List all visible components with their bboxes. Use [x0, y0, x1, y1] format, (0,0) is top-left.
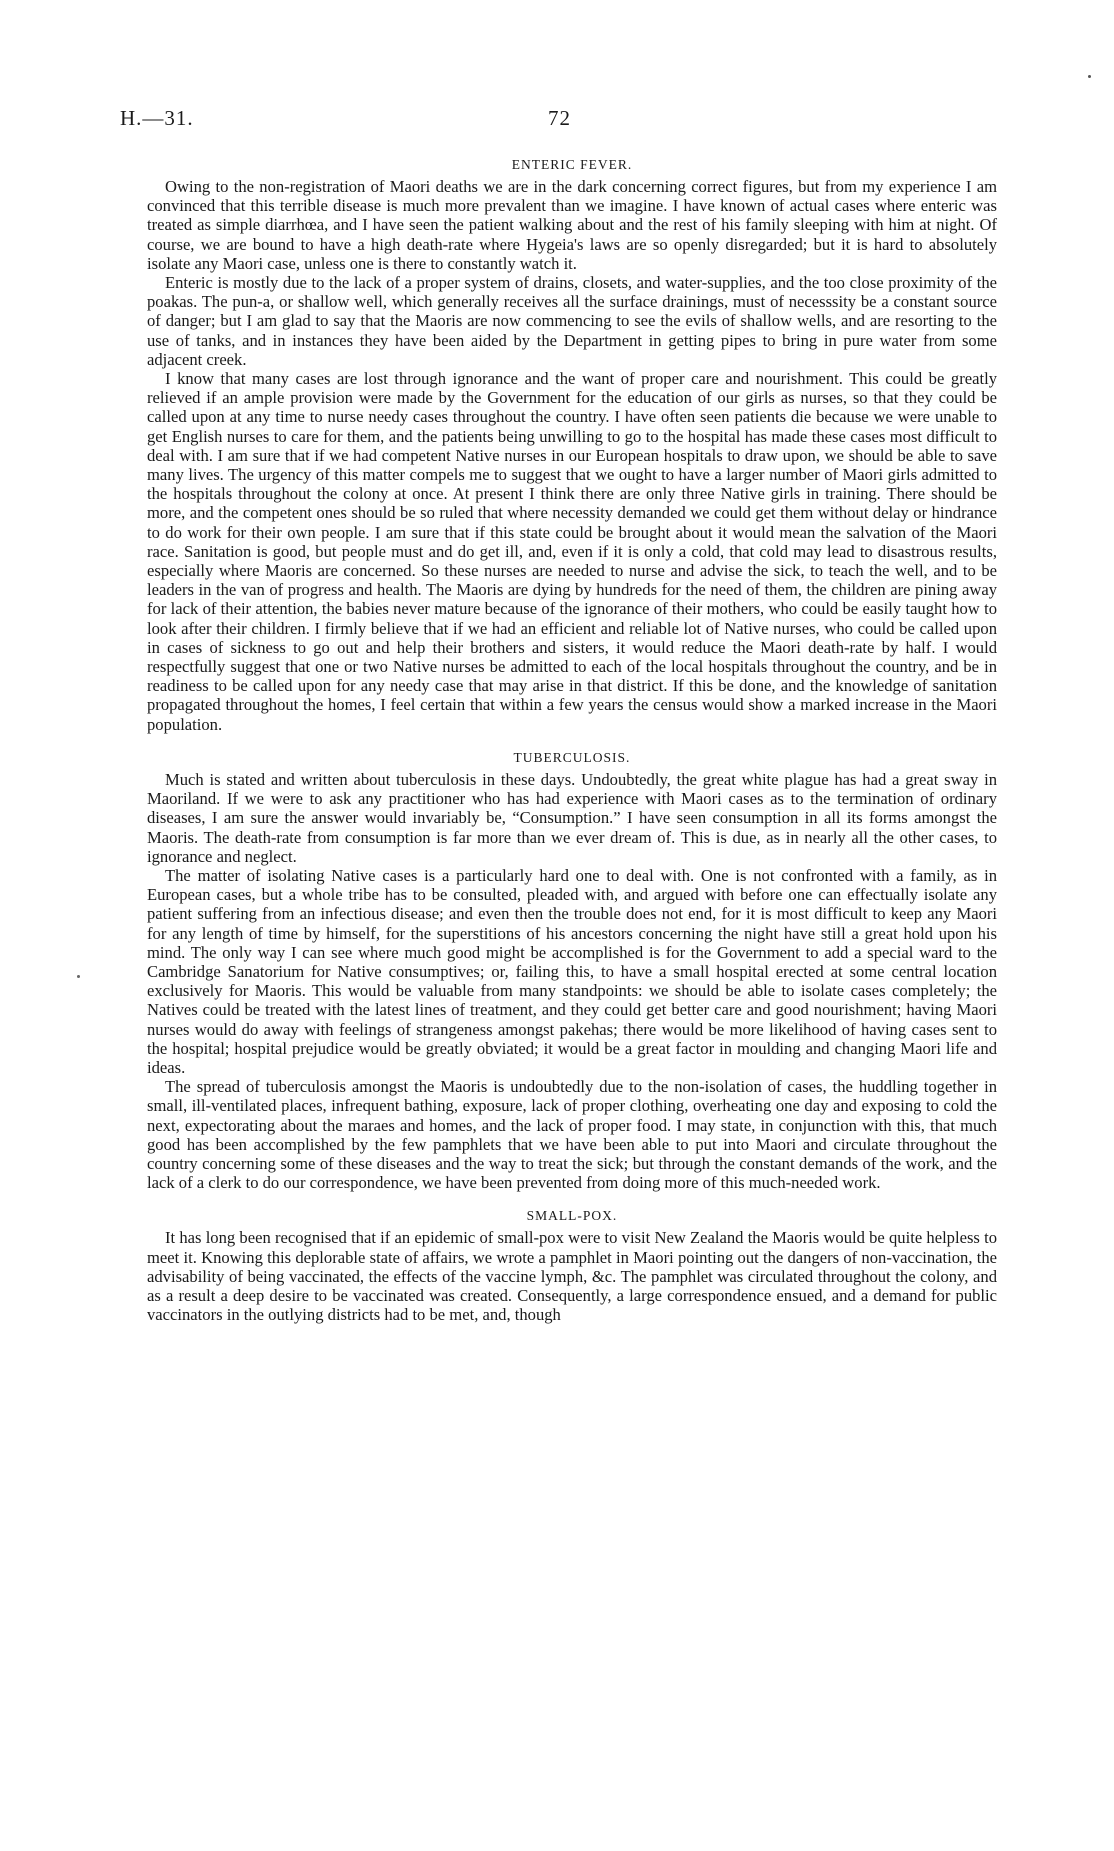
- paragraph: Enteric is mostly due to the lack of a proper system of drains, closets, and water-supplies, and the too close proximity of the poakas. The pun-a, or shallow well, which generally receives all the surface drainings, must of necesssity be a constant source of danger; but I am glad to say that the Maoris are now commencing to see the evils of shallow wells, and are resorting to the use of tanks, and in instances they have been aided by the Department in getting pipes to bring in pure water from some adjacent creek.: [147, 273, 997, 369]
- section-tuberculosis: [147, 748, 997, 1192]
- scan-speck: [77, 975, 80, 978]
- page-body: [147, 155, 997, 1324]
- page-number: 72: [548, 106, 571, 130]
- paragraph: The matter of isolating Native cases is a particularly hard one to deal with. One is not confronted with a family, as in European cases, but a whole tribe has to be consulted, pleaded with, and argued with before one can effectually isolate any patient suffering from an infectious disease; and even then the trouble does not end, for it is most difficult to keep any Maori for any length of time by himself, for the superstitions of his ancestors concerning the night have still a great hold upon his mind. The only way I can see where much good might be accomplished is for the Government to add a special ward to the Cambridge Sanatorium for Native consumptives; or, failing this, to have a small hospital erected at some central location exclusively for Maoris. This would be valuable from many standpoints: we should be able to isolate cases completely; the Natives could be treated with the latest lines of treatment, and they could get better care and good nourishment; having Maori nurses would do away with feelings of strangeness amongst pakehas; there would be more likelihood of having cases sent to the hospital; hospital prejudice would be greatly obviated; it would be a great factor in moulding and changing Maori life and ideas.: [147, 865, 997, 1077]
- scan-speck: [1088, 75, 1091, 78]
- page-header: [120, 106, 1000, 134]
- paragraph: Owing to the non-registration of Maori deaths we are in the dark concerning correct figures, but from my experience I am convinced that this terrible disease is much more prevalent than we imagine. I have known of actual cases where enteric was treated as simple diarrhœa, and I have seen the patient walking about and the rest of his family sleeping with him at night. Of course, we are bound to have a high death-rate where Hygeia's laws are so openly disregarded; but it is hard to absolutely isolate any Maori case, unless one is there to constantly watch it.: [147, 177, 997, 273]
- paragraph: Much is stated and written about tuberculosis in these days. Undoubtedly, the great white plague has had a great sway in Maoriland. If we were to ask any practitioner who has had experience with Maori cases as to the termination of ordinary diseases, I am sure the answer would invariably be, “Consumption.” I have seen consumption in all its forms amongst the Maoris. The death-rate from consumption is far more than we ever dream of. This is due, as in nearly all the other cases, to ignorance and neglect.: [147, 769, 997, 866]
- section-heading: TUBERCULOSIS.: [513, 749, 631, 765]
- paragraph: I know that many cases are lost through ignorance and the want of proper care and nourishment. This could be greatly relieved if an ample provision were made by the Government for the education of our girls as nurses, so that they could be called upon at any time to nurse needy cases throughout the country. I have often seen patients die because we were unable to get English nurses to care for them, and the patients being unwilling to go to the hospital has made these cases most difficult to deal with. I am sure that if we had competent Native nurses in our European hospitals to draw upon, we should be able to save many lives. The urgency of this matter compels me to suggest that we ought to have a larger number of Maori girls admitted to the hospitals throughout the colony at once. At present I think there are only three Native girls in training. There should be more, and the competent ones should be so ruled that where necessity demanded we could get them without delay or hindrance to do work for their own people. I am sure that if this state could be brought about it would mean the salvation of the Maori race. Sanitation is good, but people must and do get ill, and, even if it is only a cold, that cold may lead to disastrous results, especially where Maoris are concerned. So these nurses are needed to nurse and advise the sick, to teach the well, and to be leaders in the van of progress and health. The Maoris are dying by hundreds for the need of them, the children are pining away for lack of their attention, the babies never mature because of the ignorance of their mothers, who could be easily taught how to look after their children. I firmly believe that if we had an efficient and reliable lot of Native nurses, who could be called upon in cases of sickness to go out and help their brothers and sisters, it would reduce the Maori death-rate by half. I would respectfully suggest that one or two Native nurses be admitted to each of the local hospitals throughout the country, and be in readiness to be called upon for any needy case that may arise in that district. If this be done, and the knowledge of sanitation propagated throughout the homes, I feel certain that within a few years the census would show a marked increase in the Maori population.: [147, 369, 997, 734]
- paragraph: The spread of tuberculosis amongst the Maoris is undoubtedly due to the non-isolation of cases, the huddling together in small, ill-ventilated places, infrequent bathing, exposure, lack of proper clothing, overheating one day and exposing to cold the next, expectorating about the maraes and homes, and the lack of proper food. I may state, in conjunction with this, that much good has been accomplished by the few pamphlets that we have been able to put into Maori and circulate throughout the country concerning some of these diseases and the way to treat the sick; but through the constant demands of the work, and the lack of a clerk to do our correspondence, we have been prevented from doing more of this much-needed work.: [147, 1077, 997, 1193]
- paragraph: It has long been recognised that if an epidemic of small-pox were to visit New Zealand the Maoris would be quite helpless to meet it. Knowing this deplorable state of affairs, we wrote a pamphlet in Maori pointing out the dangers of non-vaccination, the advisability of being vaccinated, the effects of the vaccine lymph, &c. The pamphlet was circulated throughout the colony, and as a result a deep desire to be vaccinated was created. Consequently, a large correspondence ensued, and a demand for public vaccinators in the outlying districts had to be met, and, though: [147, 1228, 997, 1325]
- document-reference: H.—31.: [120, 106, 194, 130]
- section-small-pox: [147, 1206, 997, 1324]
- section-enteric-fever: [147, 155, 997, 734]
- section-heading: ENTERIC FEVER.: [511, 157, 633, 172]
- section-heading: SMALL-POX.: [526, 1208, 618, 1224]
